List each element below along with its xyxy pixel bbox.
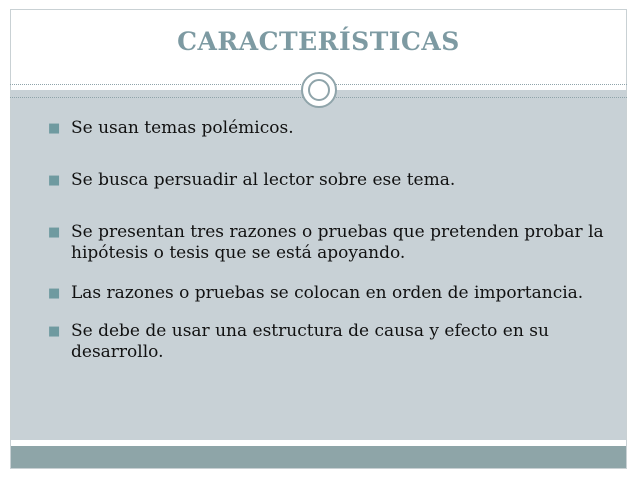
bullet-text: Se debe de usar una estructura de causa y efecto en su desarrollo.	[71, 321, 549, 362]
bullet-item	[48, 222, 608, 264]
bullet-list	[48, 118, 608, 363]
bullet-text: Se presentan tres razones o pruebas que pretenden probar la hipótesis o tesis que se está apoyando.	[71, 222, 604, 263]
bullet-item	[48, 283, 608, 304]
bullet-item	[48, 170, 608, 191]
bullet-text: Se busca persuadir al lector sobre ese tema.	[71, 170, 456, 190]
circle-ornament-icon	[301, 72, 337, 108]
bullet-item	[48, 118, 608, 139]
inner-circle-icon	[308, 79, 330, 101]
square-bullet-icon: ■	[48, 121, 61, 136]
square-bullet-icon: ■	[48, 286, 61, 301]
footer-band	[11, 446, 626, 468]
square-bullet-icon: ■	[48, 225, 61, 240]
square-bullet-icon: ■	[48, 173, 61, 188]
bullet-text: Las razones o pruebas se colocan en orden de importancia.	[71, 283, 584, 303]
slide-title: CARACTERÍSTICAS	[177, 27, 460, 56]
bullet-text: Se usan temas polémicos.	[71, 118, 294, 138]
bullet-item	[48, 321, 608, 363]
square-bullet-icon: ■	[48, 324, 61, 339]
